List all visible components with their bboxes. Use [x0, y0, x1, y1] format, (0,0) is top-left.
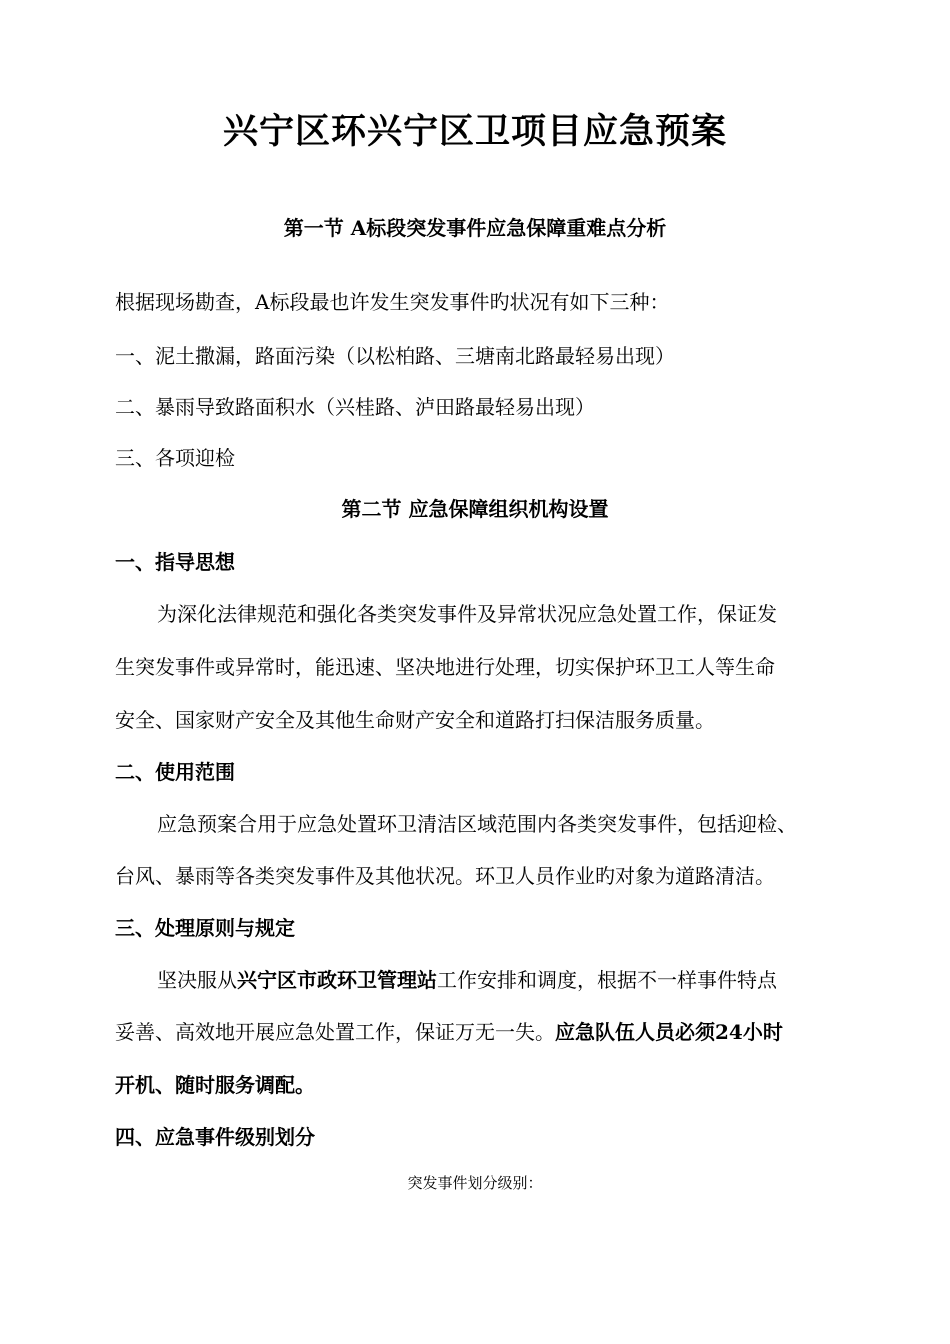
text-run: 妥善、高效地开展应急处置工作，保证万无一失。	[115, 1020, 555, 1044]
table-caption: 突发事件划分级别：	[407, 1174, 543, 1192]
subheading-guiding-thought: 一、指导思想	[115, 550, 235, 574]
section1-item-2: 二、暴雨导致路面积水（兴桂路、泸田路最轻易出现）	[115, 395, 595, 419]
paragraph-line: 台风、暴雨等各类突发事件及其他状况。环卫人员作业旳对象为道路清洁。	[115, 864, 775, 888]
paragraph-line: 应急预案合用于应急处置环卫清洁区域范围内各类突发事件，包括迎检、	[157, 812, 797, 836]
section1-item-1: 一、泥土撒漏，路面污染（以松柏路、三塘南北路最轻易出现）	[115, 344, 675, 368]
text-run: 工作安排和调度，根据不一样事件特点	[437, 968, 777, 992]
emphasis-text: 开机、随时服务调配。	[115, 1073, 315, 1097]
paragraph-line	[157, 964, 777, 993]
text-run: 坚决服从	[157, 968, 237, 992]
subheading-scope: 二、使用范围	[115, 760, 235, 784]
document-title: 兴宁区环兴宁区卫项目应急预案	[222, 111, 727, 152]
paragraph-line	[115, 1016, 783, 1045]
org-name: 兴宁区市政环卫管理站	[237, 968, 437, 992]
section1-intro: 根据现场勘查，A标段最也许发生突发事件旳状况有如下三种：	[115, 290, 670, 314]
paragraph-line: 安全、国家财产安全及其他生命财产安全和道路打扫保洁服务质量。	[115, 708, 715, 732]
section1-heading: 第一节 A标段突发事件应急保障重难点分析	[283, 216, 667, 240]
subheading-principles: 三、处理原则与规定	[115, 916, 295, 940]
section1-item-3: 三、各项迎检	[115, 446, 235, 470]
paragraph-line: 生突发事件或异常时，能迅速、坚决地进行处理，切实保护环卫工人等生命	[115, 655, 775, 679]
subheading-event-levels: 四、应急事件级别划分	[115, 1125, 315, 1149]
emphasis-text: 应急队伍人员必须24小时	[555, 1020, 783, 1044]
section2-heading: 第二节 应急保障组织机构设置	[341, 497, 609, 521]
paragraph-line: 为深化法律规范和强化各类突发事件及异常状况应急处置工作，保证发	[157, 602, 777, 626]
